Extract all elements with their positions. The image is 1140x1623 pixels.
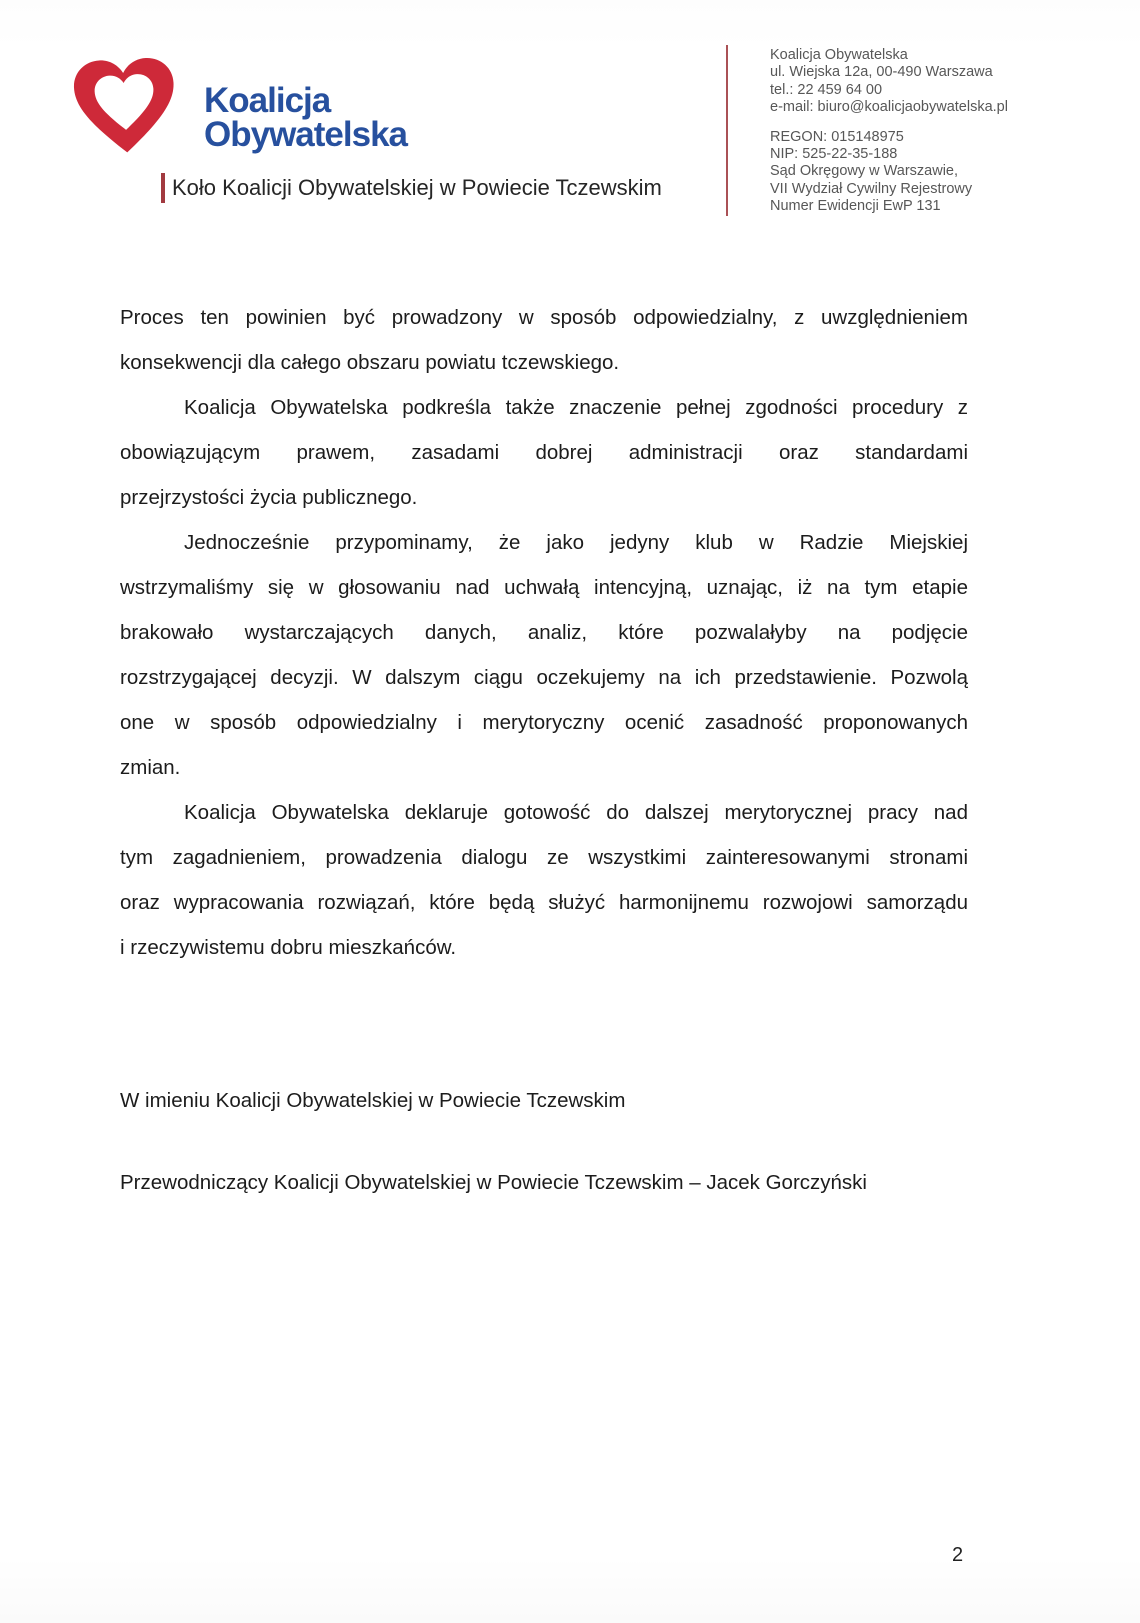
text-line: brakowało wystarczających danych, analiz, które pozwalałyby na podjęcie	[120, 621, 968, 644]
contact-address-group	[770, 47, 1008, 117]
contact-line: Numer Ewidencji EwP 131	[770, 198, 941, 215]
text-line: wstrzymaliśmy się w głosowaniu nad uchwałą intencyjną, uznając, iż na tym etapie	[120, 576, 968, 599]
text-line: one w sposób odpowiedzialny i merytoryczny ocenić zasadność proponowanych	[120, 711, 968, 734]
text-line: oraz wypracowania rozwiązań, które będą służyć harmonijnemu rozwojowi samorządu	[120, 891, 968, 914]
contact-line: Koalicja Obywatelska	[770, 47, 908, 63]
letter-body	[120, 295, 968, 970]
text-line: przejrzystości życia publicznego.	[120, 486, 418, 509]
text-line: Koalicja Obywatelska podkreśla także znaczenie pełnej zgodności procedury z	[184, 396, 968, 419]
subtitle-accent-bar	[161, 173, 165, 203]
heart-logo-icon	[69, 53, 180, 164]
subtitle-text: Koło Koalicji Obywatelskiej w Powiecie Tczewskim	[172, 175, 662, 200]
paragraph	[120, 385, 968, 520]
text-line: rozstrzygającej decyzji. W dalszym ciągu oczekujemy na ich przedstawienie. Pozwolą	[120, 666, 968, 689]
contact-line: VII Wydział Cywilny Rejestrowy	[770, 180, 973, 197]
contact-line: e-mail: biuro@koalicjaobywatelska.pl	[770, 99, 1008, 116]
text-line: zmian.	[120, 756, 181, 779]
text-line: tym zagadnieniem, prowadzenia dialogu ze wszystkimi zainteresowanymi stronami	[120, 846, 968, 869]
contact-line: tel.: 22 459 64 00	[770, 81, 883, 98]
contact-line: REGON: 015148975	[770, 128, 904, 145]
header-divider-line	[726, 45, 728, 216]
page-number: 2	[952, 1544, 964, 1566]
paragraph	[120, 790, 968, 970]
contact-registry-group	[770, 129, 1008, 216]
logo-line-2: Obywatelska	[204, 115, 407, 154]
text-line: Proces ten powinien być prowadzony w sposób odpowiedzialny, z uwzględnieniem	[120, 306, 968, 329]
text-line: obowiązującym prawem, zasadami dobrej administracji oraz standardami	[120, 441, 968, 464]
letterhead-subtitle	[161, 171, 662, 203]
text-line: i rzeczywistemu dobru mieszkańców.	[120, 936, 457, 959]
logo-line-1: Koalicja	[204, 81, 331, 120]
text-line: Koalicja Obywatelska deklaruje gotowość do dalszej merytorycznej pracy nad	[184, 801, 968, 824]
text-line: konsekwencji dla całego obszaru powiatu tczewskiego.	[120, 351, 620, 374]
closing-on-behalf: W imieniu Koalicji Obywatelskiej w Powiecie Tczewskim	[120, 1089, 626, 1112]
logo-wordmark	[204, 81, 407, 154]
paragraph	[120, 295, 968, 385]
text-line: Jednocześnie przypominamy, że jako jedyny klub w Radzie Miejskiej	[184, 531, 968, 554]
paragraph	[120, 520, 968, 790]
closing-signature: Przewodniczący Koalicji Obywatelskiej w Powiecie Tczewskim – Jacek Gorczyński	[120, 1171, 867, 1194]
contact-line: NIP: 525-22-35-188	[770, 146, 898, 163]
contact-line: ul. Wiejska 12a, 00-490 Warszawa	[770, 64, 993, 81]
contact-block	[770, 47, 1008, 216]
contact-line: Sąd Okręgowy w Warszawie,	[770, 163, 959, 180]
